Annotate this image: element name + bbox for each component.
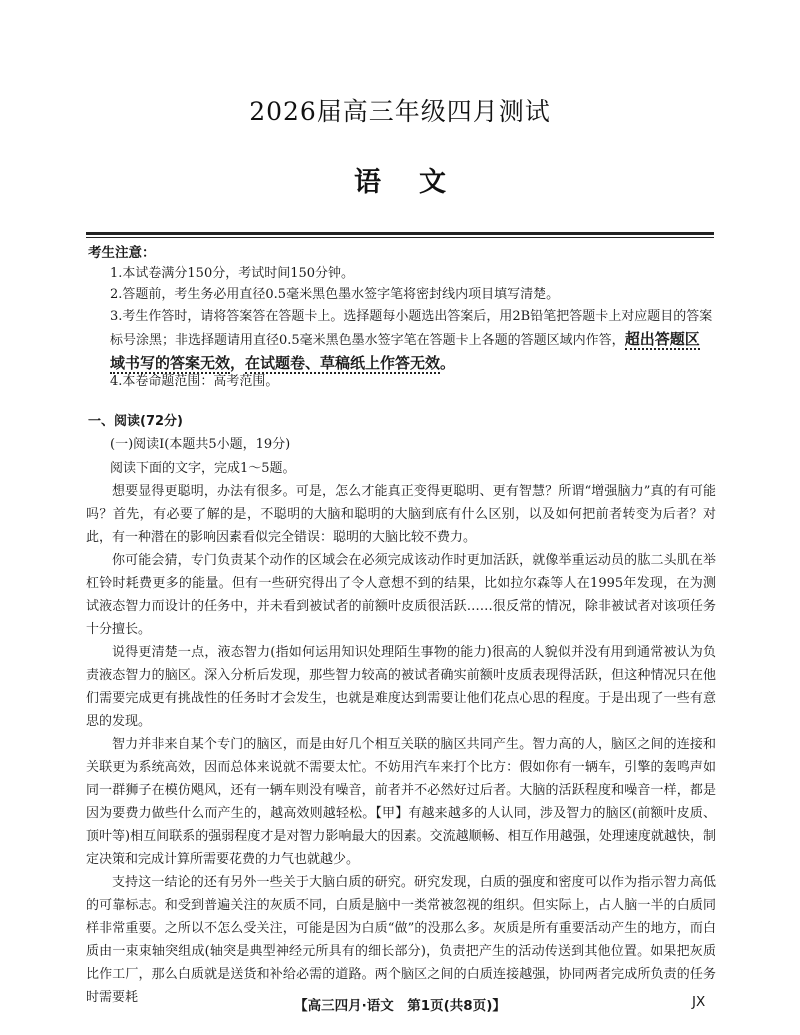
page-footer: 【高三四月·语文 第1页(共8页)】	[294, 998, 506, 1014]
passage-paragraph: 说得更清楚一点，液态智力(指如何运用知识处理陌生事物的能力)很高的人貌似并没有用到通常被认为负责液态智力的脑区。深入分析后发现，那些智力较高的被试者确实前额叶皮质表现得活跃，但这种情况只在他们需要完成更有挑战性的任务时才会发生，也就是难度达到需要让他们花点心思的程度。于是出现了一些有意思的发现。	[86, 645, 716, 729]
reading-instruction: 阅读下面的文字，完成1～5题。	[110, 461, 296, 476]
notice-emphasis-1: 超出答题区域书写的答案无效	[110, 330, 700, 372]
passage-paragraph: 你可能会猜，专门负责某个动作的区域会在必须完成该动作时更加活跃，就像举重运动员的肱二头肌在举杠铃时耗费更多的能量。但有一些研究得出了令人意想不到的结果，比如拉尔森等人在1995年发现，在为测试液态智力而设计的任务中，并未看到被试者的前额叶皮质很活跃……很反常的情况，除非被试者对该项任务十分擅长。	[86, 553, 716, 637]
notice-end: 。	[440, 354, 456, 372]
footer-code: JX	[692, 994, 706, 1010]
subject-title: 语文	[354, 167, 484, 198]
header-divider-thin	[86, 237, 714, 238]
notice-item-1: 1.本试卷满分150分，考试时间150分钟。	[110, 266, 355, 281]
reading-passage	[86, 480, 716, 1009]
exam-title: 2026届高三年级四月测试	[249, 97, 551, 126]
passage-paragraph: 支持这一结论的还有另外一些关于大脑白质的研究。研究发现，白质的强度和密度可以作为指示智力高低的可靠标志。和受到普遍关注的灰质不同，白质是脑中一类常被忽视的组织。但实际上，占人脑一半的白质同样非常重要。之所以不怎么受关注，可能是因为白质“做”的没那么多。灰质是所有重要活动产生的地方，而白质由一束束轴突组成(轴突是典型神经元所具有的细长部分)，负责把产生的活动传送到其他位置。如果把灰质比作工厂，那么白质就是送货和补给必需的道路。两个脑区之间的白质连接越强，协同两者完成所负责的任务时需要耗	[86, 875, 716, 1005]
passage-paragraph: 想要显得更聪明，办法有很多。可是，怎么才能真正变得更聪明、更有智慧？所谓“增强脑力”真的有可能吗？首先，有必要了解的是，不聪明的大脑和聪明的大脑到底有什么区别，以及如何把前者转变为后者？对此，有一种潜在的影响因素看似完全错误：聪明的大脑比较不费力。	[86, 484, 716, 545]
notice-item-3	[110, 305, 714, 376]
section-heading: 一、阅读(72分)	[88, 414, 183, 429]
notice-item-4: 4.本卷命题范围：高考范围。	[110, 374, 279, 389]
notice-separator: ，	[230, 354, 246, 372]
notice-item-3-text: 3.考生作答时，请将答案答在答题卡上。选择题每小题选出答案后，用2B铅笔把答题卡上对应题目的答案标号涂黑；非选择题请用直径0.5毫米黑色墨水签字笔在答题卡上各题的答题区域内作答，	[110, 309, 713, 348]
notice-heading: 考生注意：	[88, 245, 156, 261]
notice-emphasis-2: 在试题卷、草稿纸上作答无效	[245, 354, 441, 372]
notice-item-2: 2.答题前，考生务必用直径0.5毫米黑色墨水签字笔将密封线内项目填写清楚。	[110, 287, 560, 302]
passage-paragraph: 智力并非来自某个专门的脑区，而是由好几个相互关联的脑区共同产生。智力高的人，脑区之间的连接和关联更为系统高效，因而总体来说就不需要太忙。不妨用汽车来打个比方：假如你有一辆车，引擎的轰鸣声如同一群狮子在模仿飓风，还有一辆车则没有噪音，前者并不必然好过后者。大脑的活跃程度和噪音一样，都是因为要费力做些什么而产生的，越高效则越轻松。【甲】有越来越多的人认同，涉及智力的脑区(前额叶皮质、顶叶等)相互间联系的强弱程度才是对智力影响最大的因素。交流越顺畅、相互作用越强，处理速度就越快，制定决策和完成计算所需要花费的力气也就越少。	[86, 737, 716, 867]
header-divider-thick	[86, 232, 714, 235]
subsection-heading: (一)阅读Ⅰ(本题共5小题，19分)	[110, 437, 291, 452]
